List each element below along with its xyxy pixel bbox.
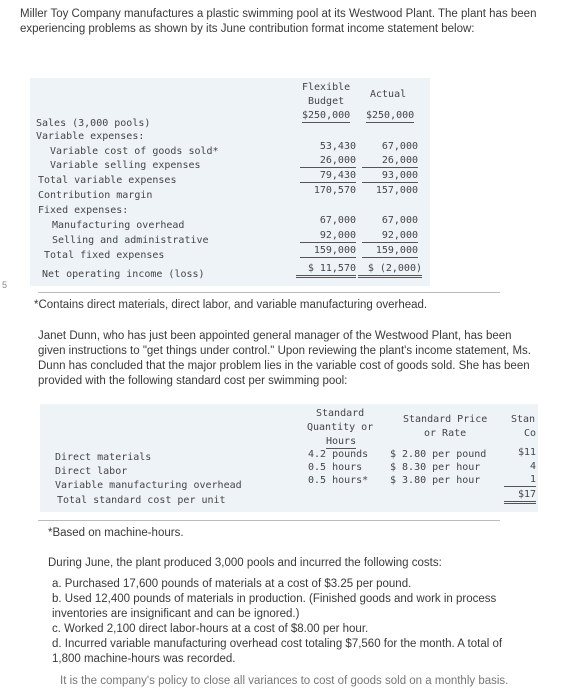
paragraph-2: Janet Dunn, who has just been appointed general manager of the Westwood Plant, has been given instructions to "get things under control." Upon reviewing the plant's income statement, Ms. Dunn has concluded that the major problem lies in the variable cost of goods sold. She has been provided with the following standard cost per swimming pool: <box>38 330 531 387</box>
std-price: $ 3.80 per hour <box>390 475 481 486</box>
std-cost: 4 <box>529 461 536 472</box>
row-label: Variable selling expenses <box>50 160 201 171</box>
std-row-label: Direct materials <box>55 452 152 463</box>
row-label: Total fixed expenses <box>44 250 165 261</box>
intro-paragraph: Miller Toy Company manufactures a plastic swimming pool at its Westwood Plant. The plant has been experiencing problems as shown by its June contribution format income statement below: <box>20 8 537 35</box>
std-row-label: Variable manufacturing overhead <box>55 480 242 491</box>
std-quantity: 0.5 hours <box>308 462 363 473</box>
budget-value: 26,000 <box>300 154 356 168</box>
std-price-header-1: Standard Price <box>403 414 488 425</box>
budget-value: 79,430 <box>300 169 356 183</box>
actual-value: 92,000 <box>362 229 418 243</box>
budget-value: 67,000 <box>319 215 356 226</box>
std-cost-header-2: Co <box>524 428 537 439</box>
cost-item-d: d. Incurred variable manufacturing overhead cost totaling $7,560 for the month. A total of 1,800 machine-hours was recorded. <box>52 638 503 665</box>
divider <box>38 292 500 293</box>
standard-footnote: *Based on machine-hours. <box>48 527 184 539</box>
income-footnote: *Contains direct materials, direct labor, and variable manufacturing overhead. <box>34 299 428 311</box>
std-total-cost: $17 <box>504 488 536 504</box>
std-price-header-2: or Rate <box>424 428 467 439</box>
row-label: Total variable expenses <box>38 175 177 186</box>
std-row-label: Direct labor <box>55 466 128 477</box>
std-qty-header-3: Hours <box>326 436 357 447</box>
std-cost: $11 <box>517 447 536 458</box>
budget-value: $ 11,570 <box>296 262 356 278</box>
std-price: $ 2.80 per pound <box>390 449 487 460</box>
row-label: Variable expenses: <box>36 131 145 142</box>
row-label: Selling and administrative <box>52 235 209 246</box>
row-label: Sales (3,000 pools) <box>36 118 151 129</box>
row-label: Variable cost of goods sold* <box>50 146 219 157</box>
std-row-label: Total standard cost per unit <box>57 495 226 506</box>
budget-value: 170,570 <box>313 185 356 196</box>
std-quantity: 0.5 hours* <box>308 475 369 486</box>
budget-value: 53,430 <box>319 141 356 152</box>
budget-header-line1: Flexible <box>302 82 351 93</box>
actual-header-line1: Actual <box>370 89 407 100</box>
row-label: Manufacturing overhead <box>52 220 185 231</box>
cost-item-a: a. Purchased 17,600 pounds of materials at a cost of $3.25 per pound. <box>52 578 412 590</box>
divider <box>38 520 500 521</box>
actual-value: 67,000 <box>381 215 418 226</box>
actual-value: 157,000 <box>375 185 418 196</box>
std-cost: 1 <box>504 473 536 487</box>
std-cost-header-1: Stan <box>511 414 536 425</box>
policy-text: It is the company's policy to close all variances to cost of goods sold on a monthly basis. <box>60 675 509 687</box>
row-label: Net operating income (loss) <box>42 269 205 280</box>
actual-value: 67,000 <box>381 141 418 152</box>
std-quantity: 4.2 pounds <box>308 449 369 460</box>
budget-header-line3: $250,000 <box>302 110 351 121</box>
cost-item-b: b. Used 12,400 pounds of materials in production. (Finished goods and work in process inventories are insignificant and can be ignored.) <box>52 593 497 620</box>
row-label: Contribution margin <box>38 190 153 201</box>
budget-header-line2: Budget <box>308 96 345 107</box>
std-price: $ 8.30 per hour <box>390 462 481 473</box>
actual-header-line2: $250,000 <box>366 110 415 121</box>
actual-value: 159,000 <box>362 244 418 258</box>
budget-value: 159,000 <box>300 244 356 258</box>
cost-item-c: c. Worked 2,100 direct labor-hours at a cost of $8.00 per hour. <box>52 623 369 635</box>
margin-mark: 5 <box>2 280 8 290</box>
actual-value: 26,000 <box>362 154 418 168</box>
actual-value: $ (2,000) <box>358 262 422 278</box>
paragraph-3: During June, the plant produced 3,000 pools and incurred the following costs: <box>48 557 442 569</box>
budget-value: 92,000 <box>300 229 356 243</box>
std-qty-header-1: Standard <box>316 408 365 419</box>
row-label: Fixed expenses: <box>38 205 129 216</box>
actual-value: 93,000 <box>362 169 418 183</box>
std-qty-header-2: Quantity or <box>307 422 374 433</box>
